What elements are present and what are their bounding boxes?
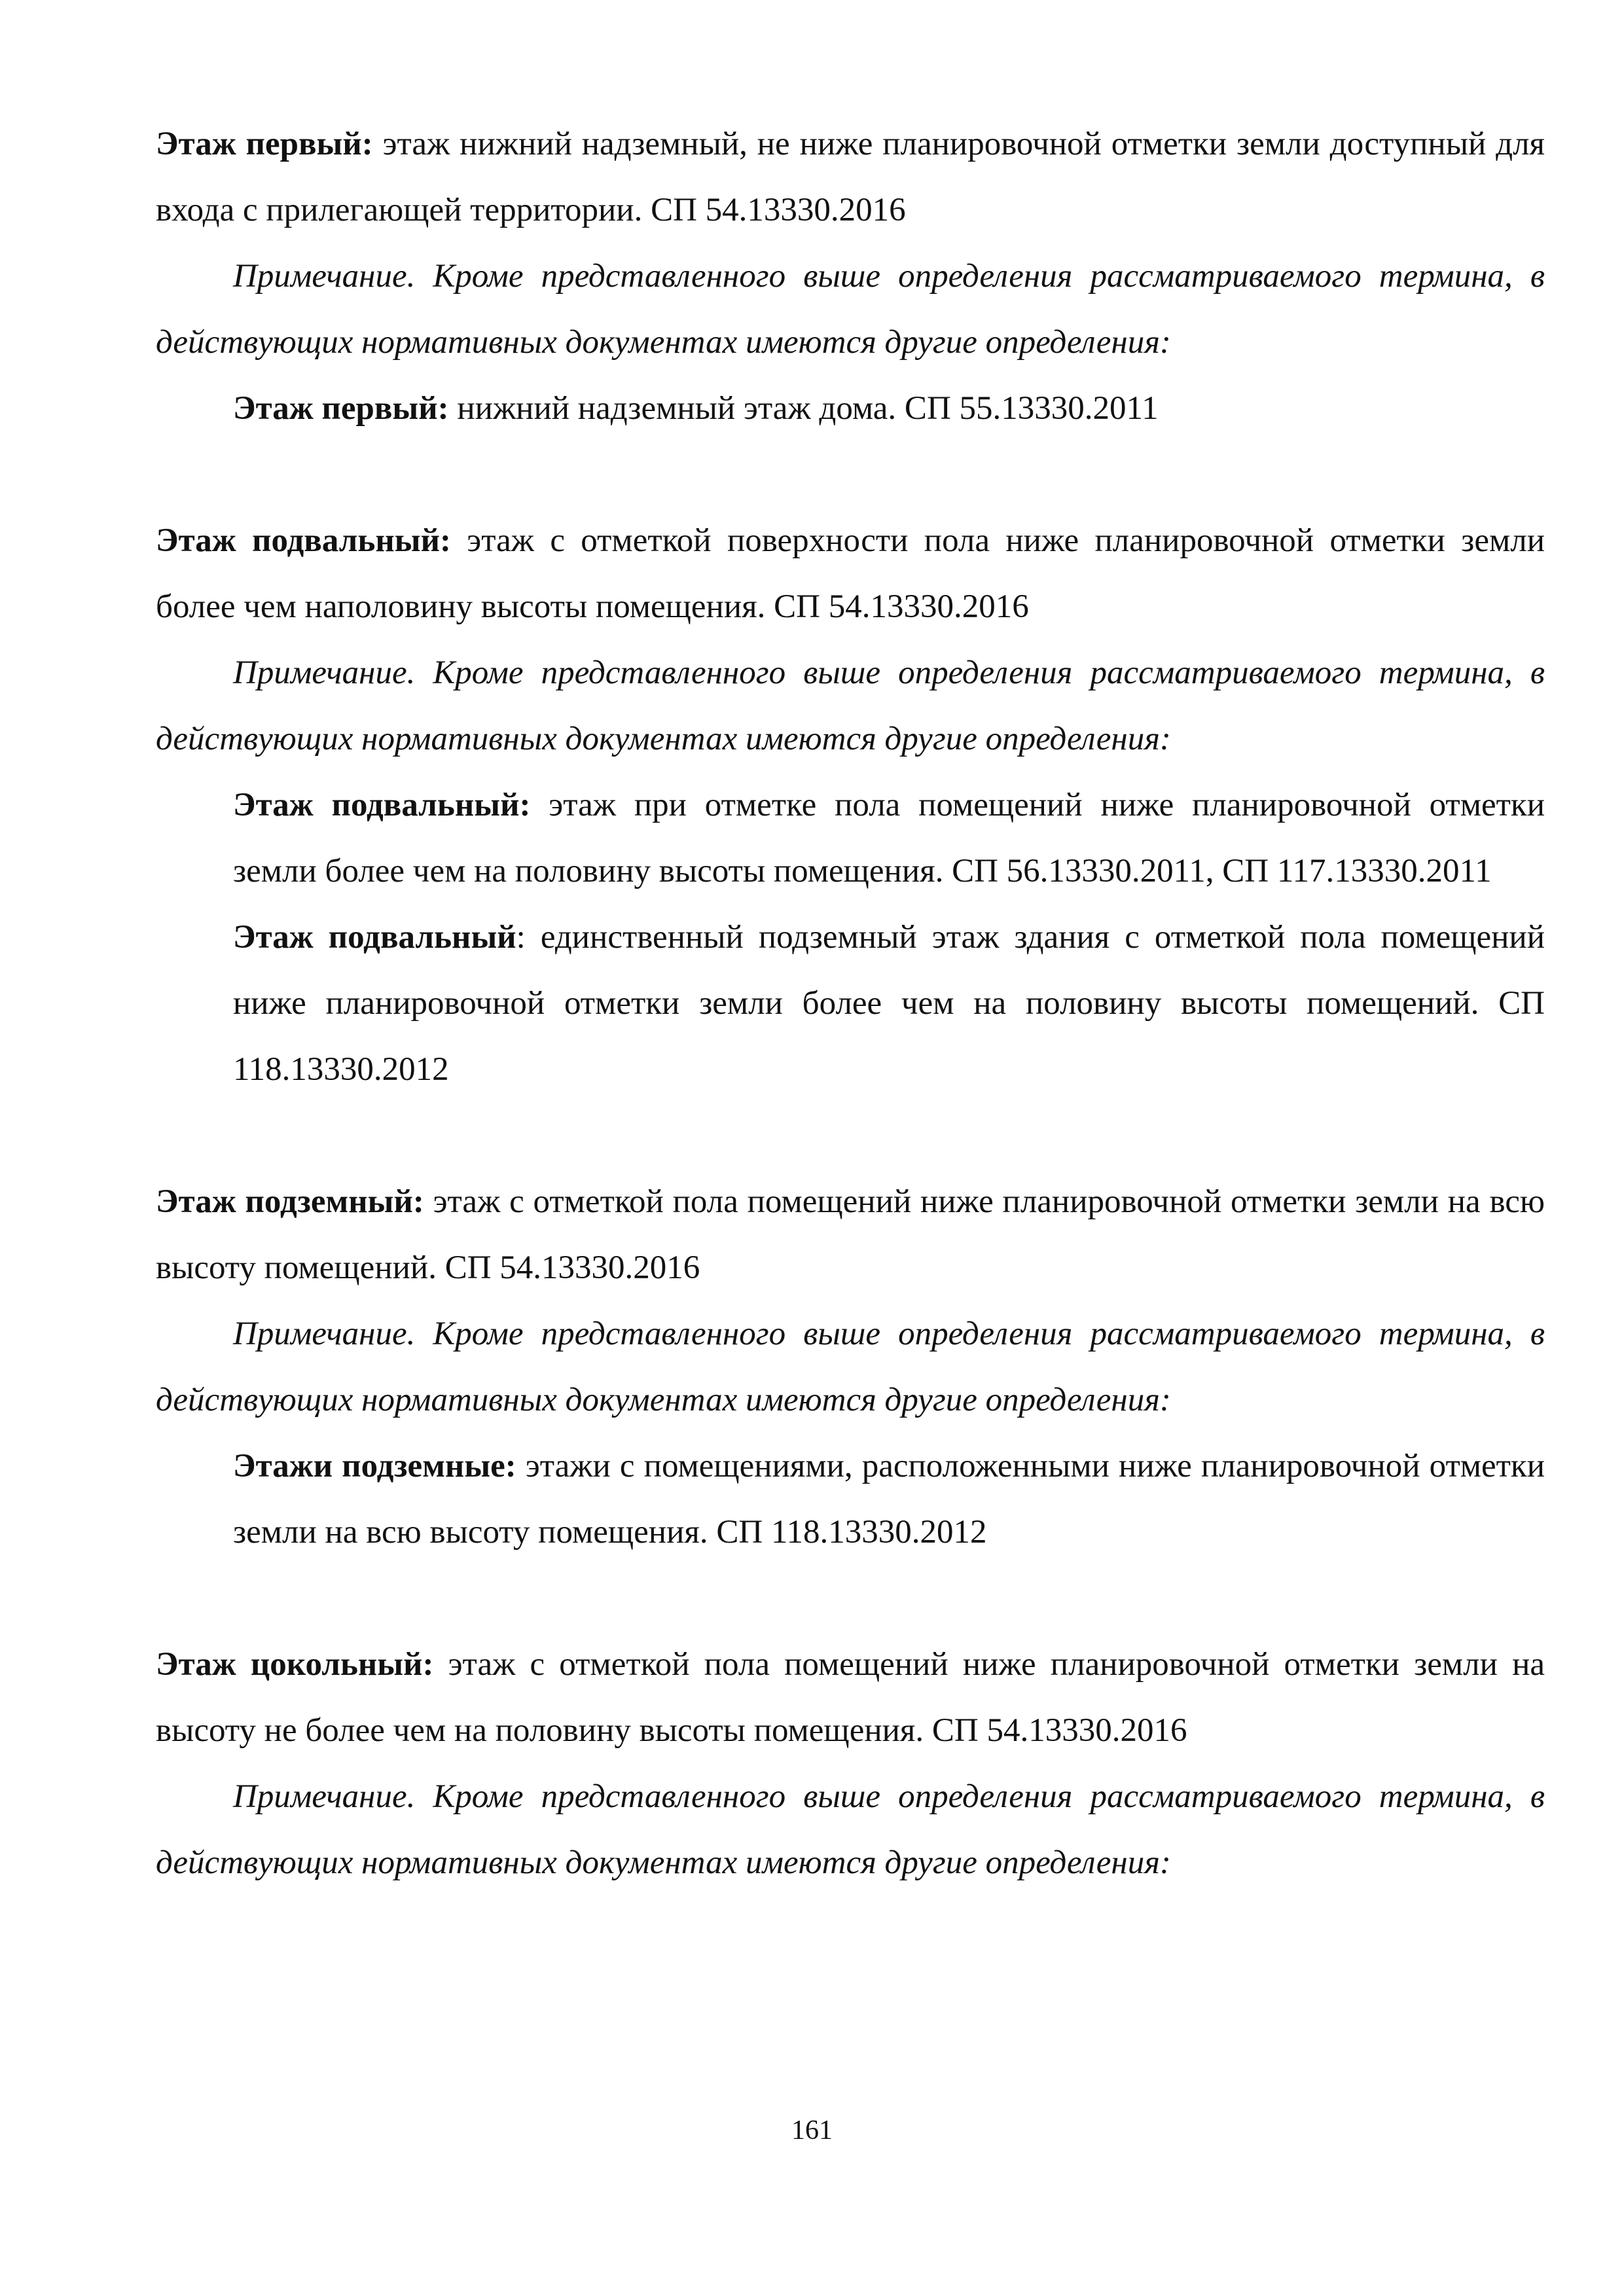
- definition-paragraph: [156, 1632, 1545, 1764]
- term-heading: Этаж первый:: [156, 126, 373, 162]
- definition-text: этаж с отметкой поверхности пола ниже планировочной отметки земли более чем наполовину высоты помещения. СП 54.13330.2016: [156, 522, 1545, 625]
- definition-text: этаж с отметкой пола помещений ниже планировочной отметки земли на высоту не более чем на половину высоты помещения. СП 54.13330.2016: [156, 1646, 1545, 1749]
- term-heading: Этаж подвальный: [233, 919, 516, 956]
- note-paragraph: Примечание. Кроме представленного выше определения рассматриваемого термина, в действующих нормативных документах имеются другие определения:: [156, 1316, 1545, 1418]
- definitions-body: [156, 111, 1545, 1896]
- page-number: 161: [791, 2115, 833, 2145]
- note-paragraph: Примечание. Кроме представленного выше определения рассматриваемого термина, в действующих нормативных документах имеются другие определения:: [156, 655, 1545, 757]
- definition-paragraph: [156, 1169, 1545, 1301]
- definition-text: этажи с помещениями, расположенными ниже планировочной отметки земли на всю высоту помещения. СП 118.13330.2012: [233, 1448, 1545, 1551]
- sub-definition: [156, 376, 1545, 442]
- definition-paragraph: [156, 111, 1545, 243]
- term-heading: Этаж подземный:: [156, 1183, 424, 1220]
- definition-paragraph: [156, 508, 1545, 640]
- sub-definition: [233, 772, 1545, 905]
- definition-text: этаж нижний надземный, не ниже планировочной отметки земли доступный для входа с прилегающей территории. СП 54.13330.2016: [156, 126, 1545, 228]
- note-paragraph: Примечание. Кроме представленного выше определения рассматриваемого термина, в действующих нормативных документах имеются другие определения:: [156, 258, 1545, 361]
- definition-text: нижний надземный этаж дома. СП 55.13330.2011: [448, 390, 1159, 427]
- sub-definition: [233, 905, 1545, 1103]
- definition-text: этаж с отметкой пола помещений ниже планировочной отметки земли на всю высоту помещений. СП 54.13330.2016: [156, 1183, 1545, 1286]
- term-heading: Этаж подвальный:: [156, 522, 451, 559]
- definition-text: : единственный подземный этаж здания с отметкой пола помещений ниже планировочной отметки земли более чем на половину высоты помещений. СП 118.13330.2012: [233, 919, 1545, 1088]
- term-heading: Этаж цокольный:: [156, 1646, 434, 1683]
- sub-definition: [233, 1433, 1545, 1566]
- note-paragraph: Примечание. Кроме представленного выше определения рассматриваемого термина, в действующих нормативных документах имеются другие определения:: [156, 1778, 1545, 1881]
- term-heading: Этаж первый:: [233, 390, 449, 427]
- section-gap: [156, 1566, 1545, 1632]
- term-heading: Этаж подвальный:: [233, 787, 531, 823]
- section-gap: [156, 1103, 1545, 1169]
- section-gap: [156, 442, 1545, 508]
- definition-text: этаж при отметке пола помещений ниже планировочной отметки земли более чем на половину высоты помещения. СП 56.13330.2011, СП 117.13330.2011: [233, 787, 1545, 889]
- term-heading: Этажи подземные:: [233, 1448, 516, 1484]
